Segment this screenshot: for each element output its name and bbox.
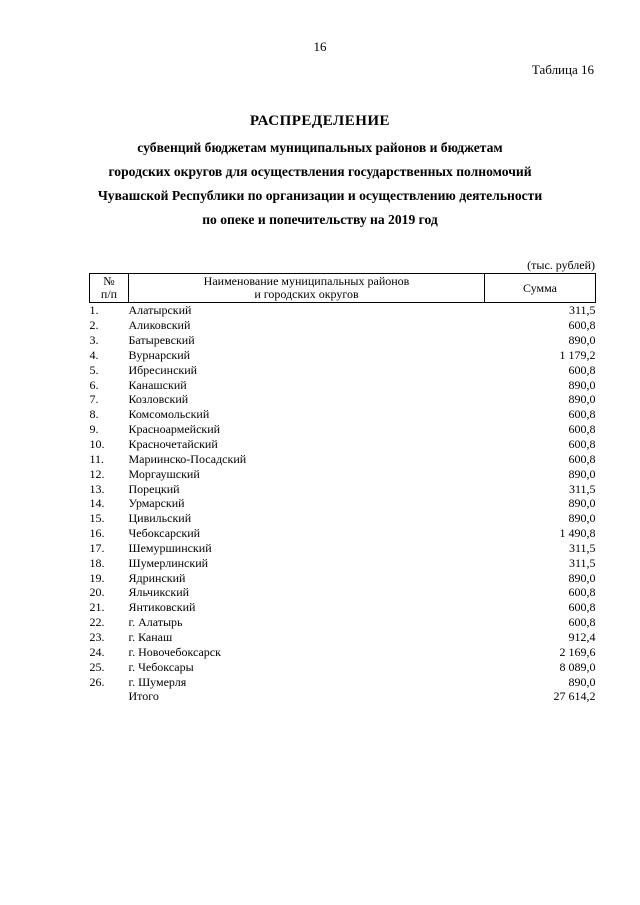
row-number: 18. bbox=[89, 555, 105, 570]
table-label: Таблица 16 bbox=[531, 62, 594, 77]
row-name: Чебоксарский bbox=[128, 526, 201, 541]
units-label: (тыс. рублей) bbox=[527, 258, 595, 272]
table-row bbox=[90, 541, 596, 556]
row-name: г. Шумерля bbox=[128, 674, 187, 689]
total-row bbox=[90, 689, 596, 704]
row-number: 26. bbox=[89, 674, 105, 689]
row-sum: 890,0 bbox=[568, 392, 596, 407]
row-name: Алатырский bbox=[128, 303, 192, 318]
table-row bbox=[90, 348, 596, 363]
row-sum: 890,0 bbox=[568, 674, 596, 689]
row-sum: 311,5 bbox=[568, 303, 596, 318]
row-sum: 890,0 bbox=[568, 377, 596, 392]
row-number: 22. bbox=[89, 615, 105, 630]
row-number: 11. bbox=[89, 451, 105, 466]
table-row bbox=[90, 585, 596, 600]
row-sum: 600,8 bbox=[568, 600, 596, 615]
row-number: 2. bbox=[89, 318, 99, 333]
row-sum: 600,8 bbox=[568, 362, 596, 377]
table-row bbox=[90, 392, 596, 407]
total-label: Итого bbox=[128, 689, 159, 704]
table-row bbox=[90, 333, 596, 348]
row-number: 4. bbox=[89, 347, 99, 362]
row-number: 19. bbox=[89, 570, 105, 585]
table-row bbox=[90, 630, 596, 645]
row-number: 7. bbox=[89, 392, 99, 407]
table-row bbox=[90, 451, 596, 466]
row-sum: 8 089,0 bbox=[559, 659, 596, 674]
row-name: г. Канаш bbox=[128, 629, 173, 644]
table-row bbox=[90, 511, 596, 526]
row-number: 8. bbox=[89, 407, 99, 422]
title-block bbox=[0, 112, 640, 232]
row-name: Красночетайский bbox=[128, 437, 218, 452]
row-sum: 600,8 bbox=[568, 318, 596, 333]
row-number: 23. bbox=[89, 629, 105, 644]
row-name: Урмарский bbox=[128, 496, 185, 511]
row-number: 17. bbox=[89, 540, 105, 555]
header-sum: Сумма bbox=[485, 274, 596, 303]
row-name: Янтиковский bbox=[128, 600, 196, 615]
row-sum: 890,0 bbox=[568, 570, 596, 585]
row-sum: 600,8 bbox=[568, 615, 596, 630]
row-number: 10. bbox=[89, 437, 105, 452]
row-number: 21. bbox=[89, 600, 105, 615]
row-sum: 600,8 bbox=[568, 451, 596, 466]
distribution-table bbox=[89, 273, 596, 704]
table-row bbox=[90, 466, 596, 481]
table-row bbox=[90, 674, 596, 689]
row-sum: 311,5 bbox=[568, 555, 596, 570]
row-number: 15. bbox=[89, 511, 105, 526]
row-sum: 600,8 bbox=[568, 585, 596, 600]
total-sum: 27 614,2 bbox=[553, 689, 596, 704]
row-sum: 2 169,6 bbox=[559, 644, 596, 659]
row-name: Мариинско-Посадский bbox=[128, 451, 247, 466]
row-number: 20. bbox=[89, 585, 105, 600]
header-number bbox=[90, 274, 129, 303]
table-row bbox=[90, 600, 596, 615]
row-number: 12. bbox=[89, 466, 105, 481]
row-name: Моргаушский bbox=[128, 466, 200, 481]
table-row bbox=[90, 303, 596, 318]
row-number: 1. bbox=[89, 303, 99, 318]
table-row bbox=[90, 644, 596, 659]
row-number: 25. bbox=[89, 659, 105, 674]
row-sum: 600,8 bbox=[568, 437, 596, 452]
row-number: 3. bbox=[89, 333, 99, 348]
table-row bbox=[90, 496, 596, 511]
table-row bbox=[90, 659, 596, 674]
row-name: Ядринский bbox=[128, 570, 186, 585]
row-name: Красноармейский bbox=[128, 422, 221, 437]
title-line: субвенций бюджетам муниципальных районов и бюджетам bbox=[137, 140, 503, 155]
row-sum: 890,0 bbox=[568, 466, 596, 481]
row-number: 16. bbox=[89, 526, 105, 541]
row-sum: 1 490,8 bbox=[559, 526, 596, 541]
row-sum: 890,0 bbox=[568, 511, 596, 526]
title-line: по опеке и попечительству на 2019 год bbox=[202, 212, 438, 227]
row-name: Аликовский bbox=[128, 318, 191, 333]
row-name: Яльчикский bbox=[128, 585, 190, 600]
document-title: РАСПРЕДЕЛЕНИЕ bbox=[249, 113, 391, 129]
header-number-line1: № bbox=[103, 274, 115, 288]
row-name: Канашский bbox=[128, 377, 187, 392]
row-number: 9. bbox=[89, 422, 99, 437]
row-name: Комсомольский bbox=[128, 407, 210, 422]
table-row bbox=[90, 318, 596, 333]
row-name: г. Новочебоксарск bbox=[128, 644, 221, 659]
row-name: Вурнарский bbox=[128, 347, 191, 362]
header-name-line1: Наименование муниципальных районов bbox=[203, 274, 410, 288]
row-name: Порецкий bbox=[128, 481, 180, 496]
table-row bbox=[90, 481, 596, 496]
row-sum: 311,5 bbox=[568, 481, 596, 496]
row-sum: 600,8 bbox=[568, 407, 596, 422]
row-sum: 600,8 bbox=[568, 422, 596, 437]
header-number-line2: п/п bbox=[100, 287, 118, 301]
row-sum: 1 179,2 bbox=[559, 347, 596, 362]
row-number: 6. bbox=[89, 377, 99, 392]
title-line: Чувашской Республики по организации и осуществлению деятельности bbox=[97, 188, 543, 203]
table-row bbox=[90, 377, 596, 392]
table-row bbox=[90, 526, 596, 541]
row-name: Ибресинский bbox=[128, 362, 198, 377]
row-number: 24. bbox=[89, 644, 105, 659]
table-row bbox=[90, 437, 596, 452]
row-name: г. Чебоксары bbox=[128, 659, 194, 674]
table-row bbox=[90, 362, 596, 377]
total-number-cell bbox=[90, 689, 129, 704]
header-name bbox=[129, 274, 485, 303]
row-name: г. Алатырь bbox=[128, 615, 183, 630]
row-number: 13. bbox=[89, 481, 105, 496]
table-header-row bbox=[90, 274, 596, 303]
row-sum: 890,0 bbox=[568, 496, 596, 511]
table-row bbox=[90, 555, 596, 570]
page-number: 16 bbox=[313, 39, 327, 54]
row-sum: 890,0 bbox=[568, 333, 596, 348]
table-row bbox=[90, 570, 596, 585]
row-number: 5. bbox=[89, 362, 99, 377]
table-row bbox=[90, 407, 596, 422]
row-name: Козловский bbox=[128, 392, 189, 407]
table-row bbox=[90, 422, 596, 437]
title-line: городских округов для осуществления государственных полномочий bbox=[108, 164, 532, 179]
header-name-line2: и городских округов bbox=[254, 287, 359, 301]
row-name: Шумерлинский bbox=[128, 555, 209, 570]
row-sum: 912,4 bbox=[568, 629, 596, 644]
row-name: Цивильский bbox=[128, 511, 192, 526]
row-name: Шемуршинский bbox=[128, 540, 212, 555]
row-sum: 311,5 bbox=[568, 540, 596, 555]
row-name: Батыревский bbox=[128, 333, 195, 348]
table-body bbox=[90, 303, 596, 704]
table-row bbox=[90, 615, 596, 630]
row-number: 14. bbox=[89, 496, 105, 511]
